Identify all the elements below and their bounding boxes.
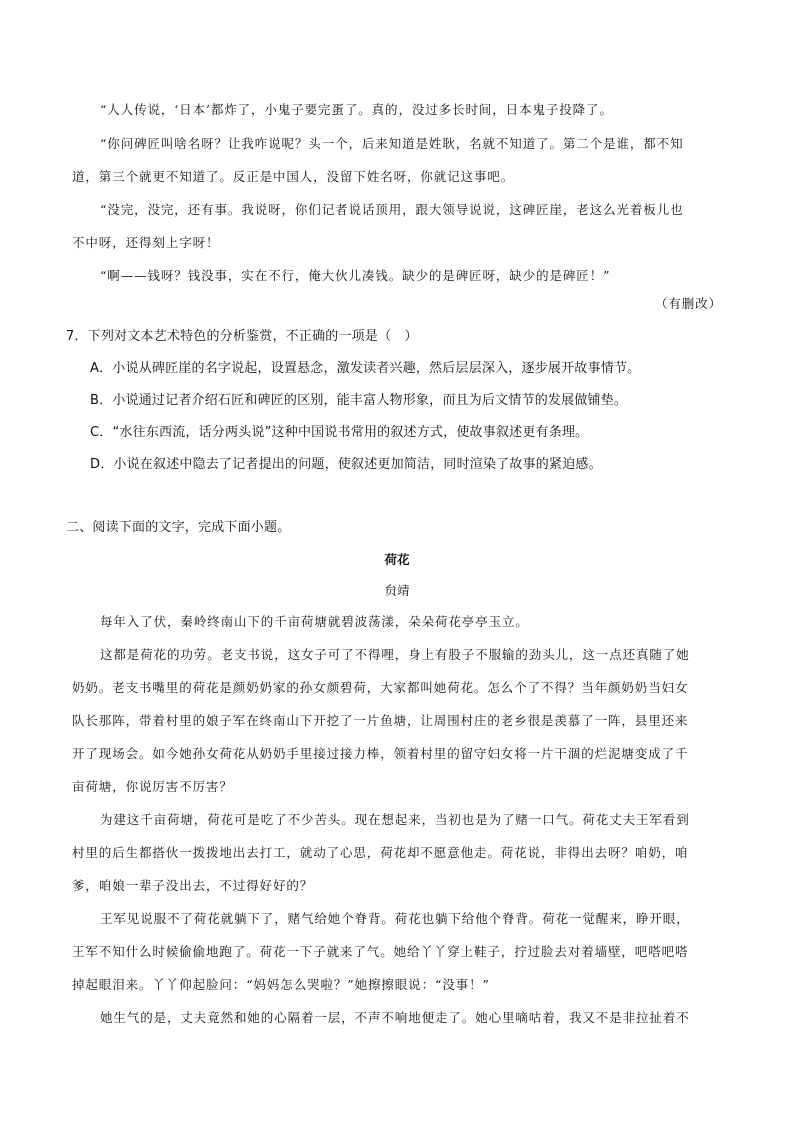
passage1-note: （有删改） [654, 296, 722, 311]
article-line-6: 亩荷塘，你说厉害不厉害？ [72, 779, 233, 794]
article-line-10: 王军见说服不了荷花就躺下了，赌气给她个脊背。荷花也躺下给他个脊背。荷花一觉醒来，睁开眼， [100, 911, 690, 926]
article-line-12: 掉起眼泪来。丫丫仰起脸问：“妈妈怎么哭啦？”她擦擦眼说：“没事！” [72, 977, 490, 992]
article-line-3: 奶奶。老支书嘴里的荷花是颜奶奶家的孙女颜碧荷，大家都叫她荷花。怎么个了不得？当年颜奶奶当妇女 [72, 680, 689, 695]
article-line-2: 这都是荷花的功劳。老支书说，这女子可了不得哩，身上有股子不服输的劲头儿，这一点还真随了她 [100, 647, 690, 662]
passage1-line-2: “你问碑匠叫啥名呀？让我咋说呢？头一个，后来知道是姓耿，名就不知道了。第二个是谁，都不知 [100, 136, 684, 151]
article-line-9: 爹，咱娘一辈子没出去，不过得好好的？ [72, 878, 314, 893]
passage1-line-3: 道，第三个就更不知道了。反正是中国人，没留下姓名呀，你就记这事吧。 [72, 169, 515, 184]
article-line-8: 村里的后生都搭伙一拨拨地出去打工，就动了心思，荷花却不愿意他走。荷花说，非得出去呀？咱奶，咱 [72, 845, 689, 860]
article-line-13: 她生气的是，丈夫竟然和她的心隔着一层，不声不响地便走了。她心里嘀咕着，我又不是非拉扯着不 [100, 1010, 690, 1025]
article-line-7: 为建这千亩荷塘，荷花可是吃了不少苦头。现在想起来，当初也是为了赌一口气。荷花丈夫王军看到 [100, 812, 690, 827]
question7-option-c: C．“水往东西流，话分两头说”这种中国说书常用的叙述方式，使故事叙述更有条理。 [90, 425, 589, 440]
section2-heading: 二、阅读下面的文字，完成下面小题。 [66, 520, 291, 535]
passage1-line-1: “人人传说，‘日本’都炸了，小鬼子要完蛋了。真的，没过多长时间，日本鬼子投降了。 [100, 102, 613, 117]
question7-option-a: A．小说从碑匠崖的名字说起，设置悬念，激发读者兴趣，然后层层深入，逐步展开故事情节。 [90, 361, 641, 376]
question7-stem: 7．下列对文本艺术特色的分析鉴赏，不正确的一项是（ ） [66, 329, 418, 344]
question7-option-d: D．小说在叙述中隐去了记者提出的问题，使叙述更加简洁，同时渲染了故事的紧迫感。 [90, 457, 602, 472]
passage1-line-4: “没完，没完，还有事。我说呀，你们记者说话顶用，跟大领导说说，这碑匠崖，老这么光着板儿也 [100, 202, 684, 217]
question7-option-b: B．小说通过记者介绍石匠和碑匠的区别，能丰富人物形象，而且为后文情节的发展做铺垫。 [90, 393, 628, 408]
article-line-5: 开了现场会。如今她孙女荷花从奶奶手里接过接力棒，领着村里的留守妇女将一片干涸的烂泥塘变成了千 [72, 746, 689, 761]
article-author: 贠靖 [384, 583, 410, 598]
article-line-11: 王军不知什么时候偷偷地跑了。荷花一下子就来了气。她给丫丫穿上鞋子，拧过脸去对着墙壁，吧嗒吧嗒 [72, 944, 689, 959]
article-title: 荷花 [384, 552, 410, 567]
passage1-line-5: 不中呀，还得刻上字呀！ [72, 235, 220, 250]
passage1-line-6: “啊——钱呀？钱没事，实在不行，俺大伙儿凑钱。缺少的是碑匠呀，缺少的是碑匠！” [100, 268, 611, 283]
article-line-4: 队长那阵，带着村里的娘子军在终南山下开挖了一片鱼塘，让周围村庄的老乡很是羡慕了一阵，县里还来 [72, 713, 689, 728]
article-line-1: 每年入了伏，秦岭终南山下的千亩荷塘就碧波荡漾，朵朵荷花亭亭玉立。 [100, 614, 529, 629]
